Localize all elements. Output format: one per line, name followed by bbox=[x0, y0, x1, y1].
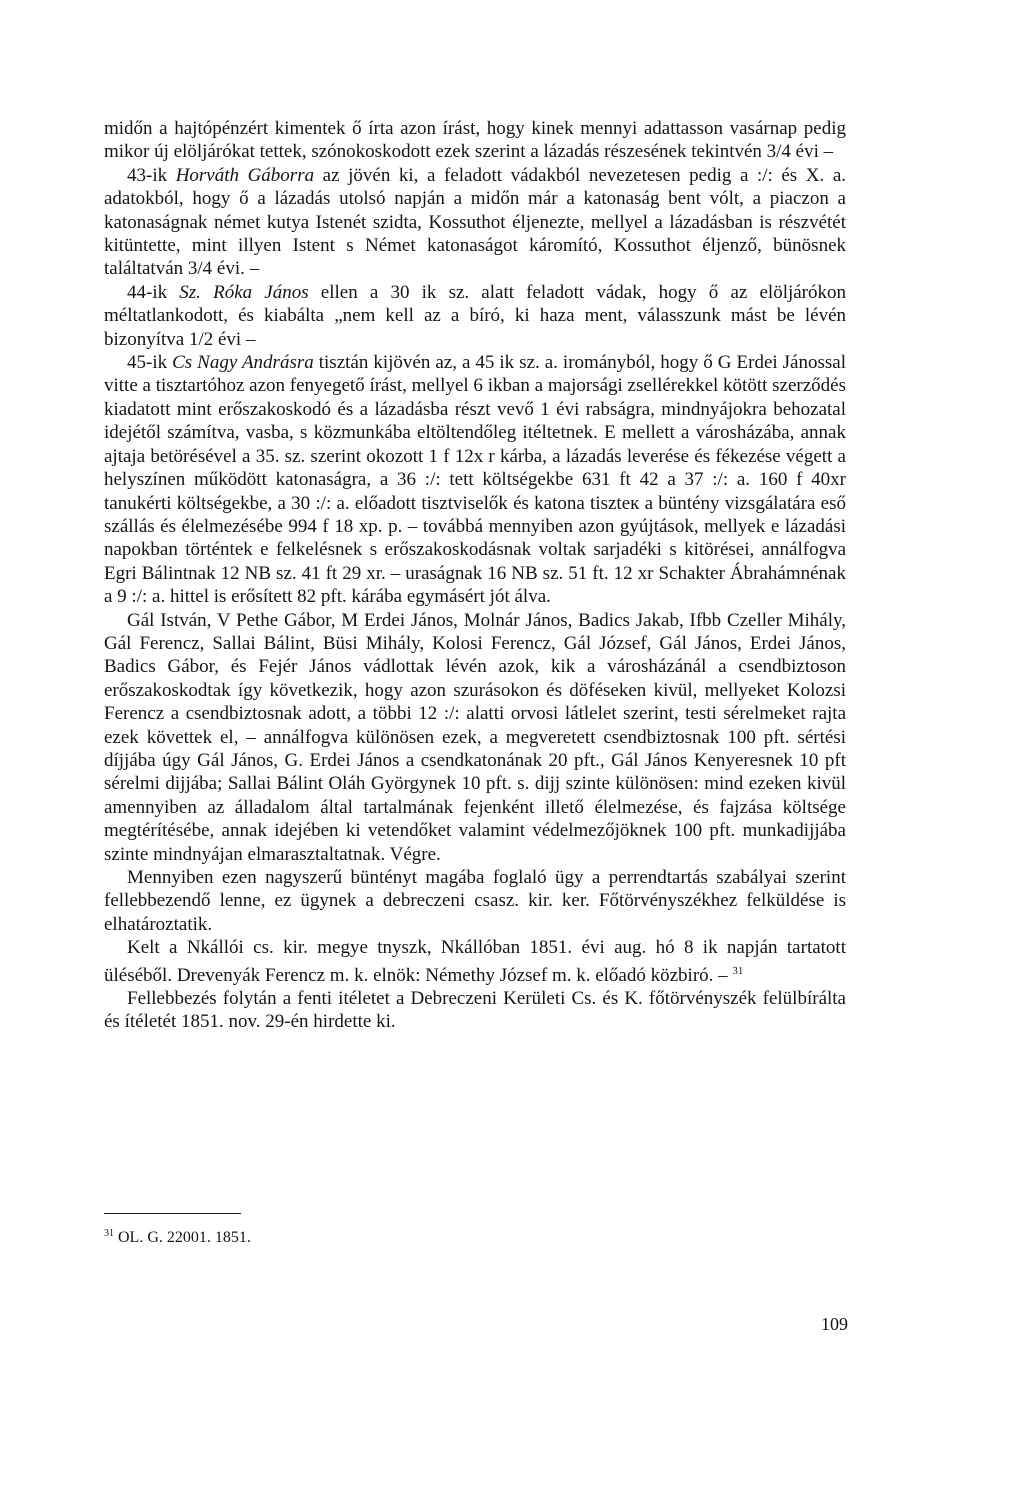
text-run: 45-ik bbox=[127, 352, 173, 374]
text-run: midőn a hajtópénzért kimentek ő írta azon írást, hogy kinek mennyi adattasson vasárnap pedig mikor új elöljárókat tettek, szónokoskodott ezek szerint a lázadás részesének tekintvén 3/4 évi – bbox=[104, 118, 846, 163]
text-run: Mennyiben ezen nagyszerű büntényt magába foglaló ügy a perrendtartás szabályai szerint fellebbezendő lenne, ez ügynek a debreczeni csasz. kir. ker. Főtörvényszékhez felküldése is elhatároztatik. bbox=[104, 867, 846, 935]
text-run: Gál István, V Pethe Gábor, M Erdei János, Molnár János, Badics Jakab, Ifbb Czeller Mihály, Gál Ferencz, Sallai Bálint, Büsi Mihály, Kolosi Ferencz, Gál József, Gál János, Erdei János, Badics Gábor, és Fejér János vádlottak lévén azok, kik a városházánál a csendbiztoson erőszakoskodtak így következik, hogy azon szurásokon és döféseken kivül, mellyeket Kolozsi Ferencz a csendbiztosnak adott, a többi 12 :/: alatti orvosi látlelet szerint, testi sérelmeket rajta ezek követtek el, – annálfogva különösen ezek, a megveretett csendbiztosnak 100 pft. sértési díjjába úgy Gál János, G. Erdei János a csendkatonának 20 pft., Gál János Kenyeresnek 10 pft sérelmi dijjába; Sallai Bálint Oláh Györgynek 10 pft. s. dijj szinte különösen: mind ezeken kivül amennyiben az álladalom által tartalmának fejenként illető élelmezése, és fajzása költsége megtérítésébe, annak idejében ki vetendőket valamint védelmezőjöknek 100 pft. munkadijjába szinte mindnyájan elmarasztaltatnak. Végre. bbox=[104, 609, 846, 865]
italic-name: Sz. Róka János bbox=[179, 281, 309, 303]
text-run: 43-ik bbox=[127, 164, 176, 186]
paragraph bbox=[104, 164, 846, 281]
footnote-number: 31 bbox=[104, 1228, 114, 1239]
text-run: tisztán kijövén az, a 45 ik sz. a. irományból, hogy ő G Erdei Jánossal vitte a tisztartóhoz azon fenyegető írást, mellyel 6 ikban a majorsági zsellérekkel kötött szerződés kiadatott mint erőszakoskodó és a lázadásba részt vevő 1 évi rabságra, mindnyájokra behozatal idejétől számítva, vasba, s közmunkába eltöltendőleg itéltetnek. E mellett a városházába, annak ajtaja betörésével a 35. sz. szerint okozott 1 f 12x r kárba, a lázadás leverése és fékezése végett a helyszínen működött katonaságra, a 36 :/: tett költségekbe 631 ft 42 a 37 :/: a. 160 f 40xr tanukérti költségekbe, a 30 :/: a. előadott tisztviselők és katona tiszteк a büntény vizsgálatára eső szállás és élelmezésébe 994 f 18 xp. p. – továbbá mennyiben azon gyújtások, mellyek e lázadási napokban történtek e felkelésnek s erőszakoskodásnak voltak sarjadéki s kitörései, annálfogva Egri Bálintnak 12 NB sz. 41 ft 29 xr. – uraságnak 16 NB sz. 51 ft. 12 xr Schakter Ábrahámnénak a 9 :/: a. hittel is erősített 82 pft. kárába egymásért jót álva. bbox=[104, 352, 846, 608]
footnote-separator bbox=[104, 1213, 241, 1214]
paragraph bbox=[104, 281, 846, 351]
paragraph bbox=[104, 987, 846, 1034]
paragraph bbox=[104, 351, 846, 608]
italic-name: Cs Nagy Andrásra bbox=[172, 352, 314, 374]
text-run: Kelt a Nkállói cs. kir. megye tnyszk, Nkállóban 1851. évi aug. hó 8 ik napján tartatott üléséből. Drevenyák Ferencz m. k. elnök: Némethy József m. k. előadó közbiró. – bbox=[104, 937, 846, 986]
paragraph bbox=[104, 866, 846, 936]
main-text-body bbox=[104, 117, 846, 1034]
footnote-reference: 31 bbox=[732, 964, 744, 977]
footnote bbox=[104, 1224, 251, 1248]
text-run: az jövén ki, a feladott vádakból nevezetesen pedig a :/: és X. a. adatokból, hogy ő a lázadás utolsó napján a midőn már a katonaság bent vólt, a piaczon a katonaságnak német kutya Istenét szidta, Kossuthot éljenezte, mellyel a lázadásban is részvétét kitüntette, mint illyen Istent s Német katonaságot káromító, Kossuthot éljenző, bünösnek találtatván 3/4 évi. – bbox=[104, 164, 847, 280]
footnote-text: OL. G. 22001. 1851. bbox=[118, 1229, 251, 1246]
page-number: 109 bbox=[821, 1314, 848, 1334]
text-run: ellen a 30 ik sz. alatt feladott vádak, hogy ő az elöljárókon méltatlankodott, és kiabálta „nem kell az a bíró, ki haza ment, válasszunk mást be lévén bizonyítva 1/2 évi – bbox=[104, 281, 847, 350]
paragraph bbox=[104, 936, 846, 987]
paragraph bbox=[104, 117, 846, 164]
italic-name: Horváth Gáborra bbox=[175, 164, 315, 186]
text-run: 44-ik bbox=[127, 281, 180, 303]
text-run: Fellebbezés folytán a fenti itéletet a Debreczeni Kerületi Cs. és K. főtörvényszék felülbírálta és ítéletét 1851. nov. 29-én hirdette ki. bbox=[104, 988, 846, 1033]
paragraph bbox=[104, 609, 846, 866]
